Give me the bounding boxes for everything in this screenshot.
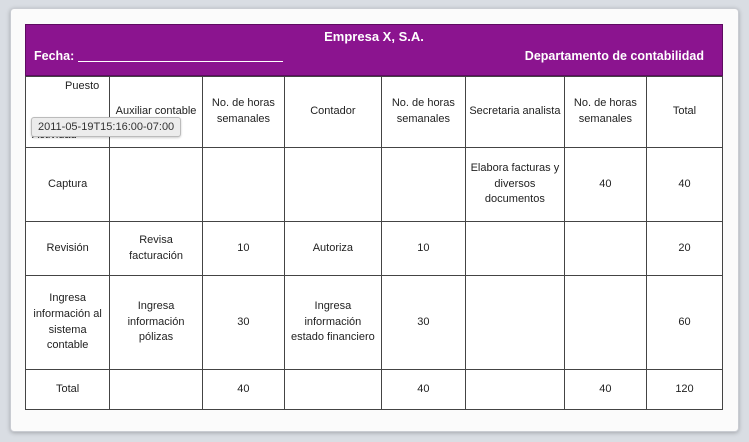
table-cell: 30 — [381, 276, 465, 370]
column-header: No. de horas semanales — [381, 77, 465, 148]
table-cell — [202, 148, 284, 222]
table-cell: 40 — [202, 370, 284, 410]
date-label: Fecha: — [34, 49, 75, 63]
activity-label: Total — [26, 370, 110, 410]
column-header: Contador — [285, 77, 382, 148]
activity-label: Revisión — [26, 222, 110, 276]
table-cell — [564, 222, 646, 276]
activity-label: Ingresa información al sistema contable — [26, 276, 110, 370]
column-header: Total — [646, 77, 722, 148]
table-cell: 120 — [646, 370, 722, 410]
table-cell: 40 — [564, 370, 646, 410]
table-header-band — [25, 24, 723, 76]
table-cell: Revisa facturación — [110, 222, 203, 276]
table-cell — [110, 370, 203, 410]
table-cell: 40 — [381, 370, 465, 410]
table-row — [26, 148, 723, 222]
table-cell — [465, 222, 564, 276]
table-cell: Ingresa información estado financiero — [285, 276, 382, 370]
table-row — [26, 276, 723, 370]
table-cell: 20 — [646, 222, 722, 276]
table-cell: Elabora facturas y diversos documentos — [465, 148, 564, 222]
table-cell — [465, 370, 564, 410]
table-cell — [285, 148, 382, 222]
table-cell: 60 — [646, 276, 722, 370]
document-card — [10, 8, 739, 432]
table-cell: 10 — [202, 222, 284, 276]
column-header: Secretaria analista — [465, 77, 564, 148]
column-header: No. de horas semanales — [564, 77, 646, 148]
department-name: Departamento de contabilidad — [524, 49, 704, 63]
date-field — [34, 49, 283, 63]
activity-label: Captura — [26, 148, 110, 222]
table-cell: 10 — [381, 222, 465, 276]
total-row — [26, 370, 723, 410]
table-cell: 40 — [646, 148, 722, 222]
table-cell — [564, 276, 646, 370]
table-cell — [285, 370, 382, 410]
table-cell: Autoriza — [285, 222, 382, 276]
corner-puesto-label: Puesto — [65, 80, 100, 92]
timestamp-tooltip: 2011-05-19T15:16:00-07:00 — [31, 117, 181, 137]
table-cell: Ingresa información pólizas — [110, 276, 203, 370]
table-cell: 30 — [202, 276, 284, 370]
table-cell — [381, 148, 465, 222]
table-cell — [465, 276, 564, 370]
column-header: No. de horas semanales — [202, 77, 284, 148]
table-cell — [110, 148, 203, 222]
spreadsheet — [25, 24, 723, 410]
date-blank-line — [78, 61, 283, 62]
table-cell: 40 — [564, 148, 646, 222]
company-name: Empresa X, S.A. — [324, 29, 424, 44]
column-header: Auxiliar contable — [110, 77, 203, 148]
table-row — [26, 222, 723, 276]
